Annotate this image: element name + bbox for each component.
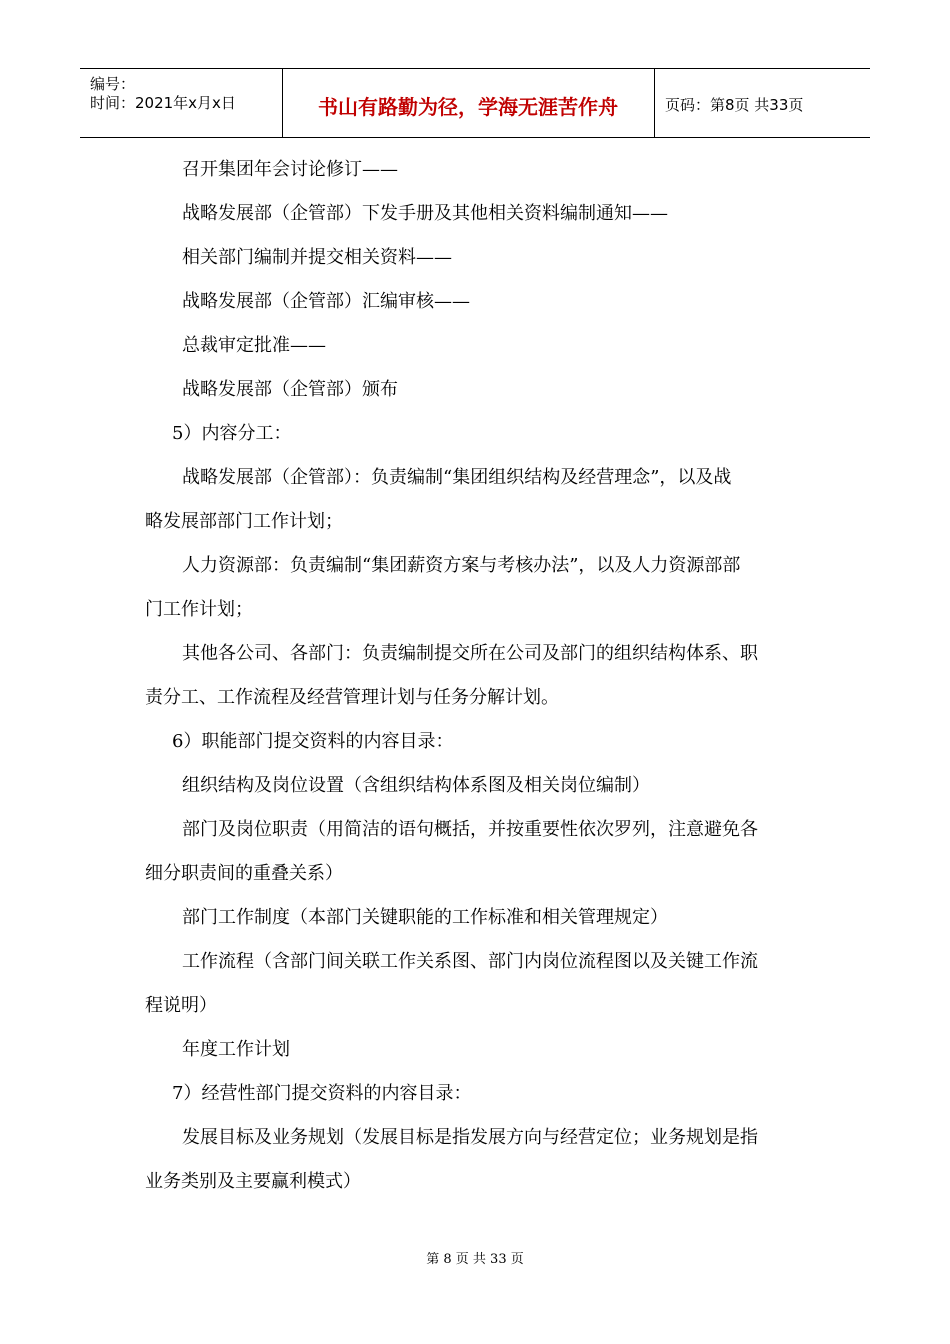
paragraph-line: 战略发展部（企管部）汇编审核—— (182, 291, 470, 312)
paragraph-continuation: 细分职责间的重叠关系） (145, 863, 343, 884)
paragraph-line: 部门及岗位职责（用简洁的语句概括，并按重要性依次罗列，注意避免各 (182, 819, 758, 840)
paragraph-continuation: 门工作计划； (145, 599, 253, 620)
paragraph-line: 人力资源部：负责编制“集团薪资方案与考核办法”，以及人力资源部部 (182, 555, 741, 576)
document-body (145, 148, 810, 1204)
paragraph-line: 战略发展部（企管部）颁布 (182, 379, 398, 400)
header-page-info: 页码：第8页 共33页 (665, 96, 804, 114)
section-heading: 7）经营性部门提交资料的内容目录： (172, 1083, 472, 1104)
paragraph-continuation: 责分工、工作流程及经营管理计划与任务分解计划。 (145, 687, 559, 708)
header-meta-cell (80, 69, 283, 137)
paragraph-line: 发展目标及业务规划（发展目标是指发展方向与经营定位；业务规划是指 (182, 1127, 758, 1148)
header-motto-cell (282, 69, 655, 137)
header-page-cell (655, 69, 870, 137)
paragraph-line: 年度工作计划 (182, 1039, 290, 1060)
paragraph-line: 其他各公司、各部门：负责编制提交所在公司及部门的组织结构体系、职 (182, 643, 758, 664)
paragraph-line: 战略发展部（企管部）下发手册及其他相关资料编制通知—— (182, 203, 668, 224)
page-footer: 第 8 页 共 33 页 (426, 1252, 524, 1267)
paragraph-continuation: 程说明） (145, 995, 217, 1016)
paragraph-continuation: 业务类别及主要赢利模式） (145, 1171, 361, 1192)
page-header (80, 68, 870, 138)
paragraph-line: 组织结构及岗位设置（含组织结构体系图及相关岗位编制） (182, 775, 650, 796)
paragraph-continuation: 略发展部部门工作计划； (145, 511, 343, 532)
section-heading: 5）内容分工： (172, 423, 292, 444)
section-heading: 6）职能部门提交资料的内容目录： (172, 731, 454, 752)
paragraph-line: 工作流程（含部门间关联工作关系图、部门内岗位流程图以及关键工作流 (182, 951, 758, 972)
serial-label: 编号： (90, 75, 136, 93)
header-motto: 书山有路勤为径，学海无涯苦作舟 (318, 95, 618, 119)
paragraph-line: 战略发展部（企管部）：负责编制“集团组织结构及经营理念”，以及战 (182, 467, 732, 488)
paragraph-line: 总裁审定批准—— (182, 335, 326, 356)
paragraph-line: 部门工作制度（本部门关键职能的工作标准和相关管理规定） (182, 907, 668, 928)
paragraph-line: 召开集团年会讨论修订—— (182, 159, 398, 180)
time-label: 时间：2021年x月x日 (90, 94, 236, 112)
paragraph-line: 相关部门编制并提交相关资料—— (182, 247, 452, 268)
